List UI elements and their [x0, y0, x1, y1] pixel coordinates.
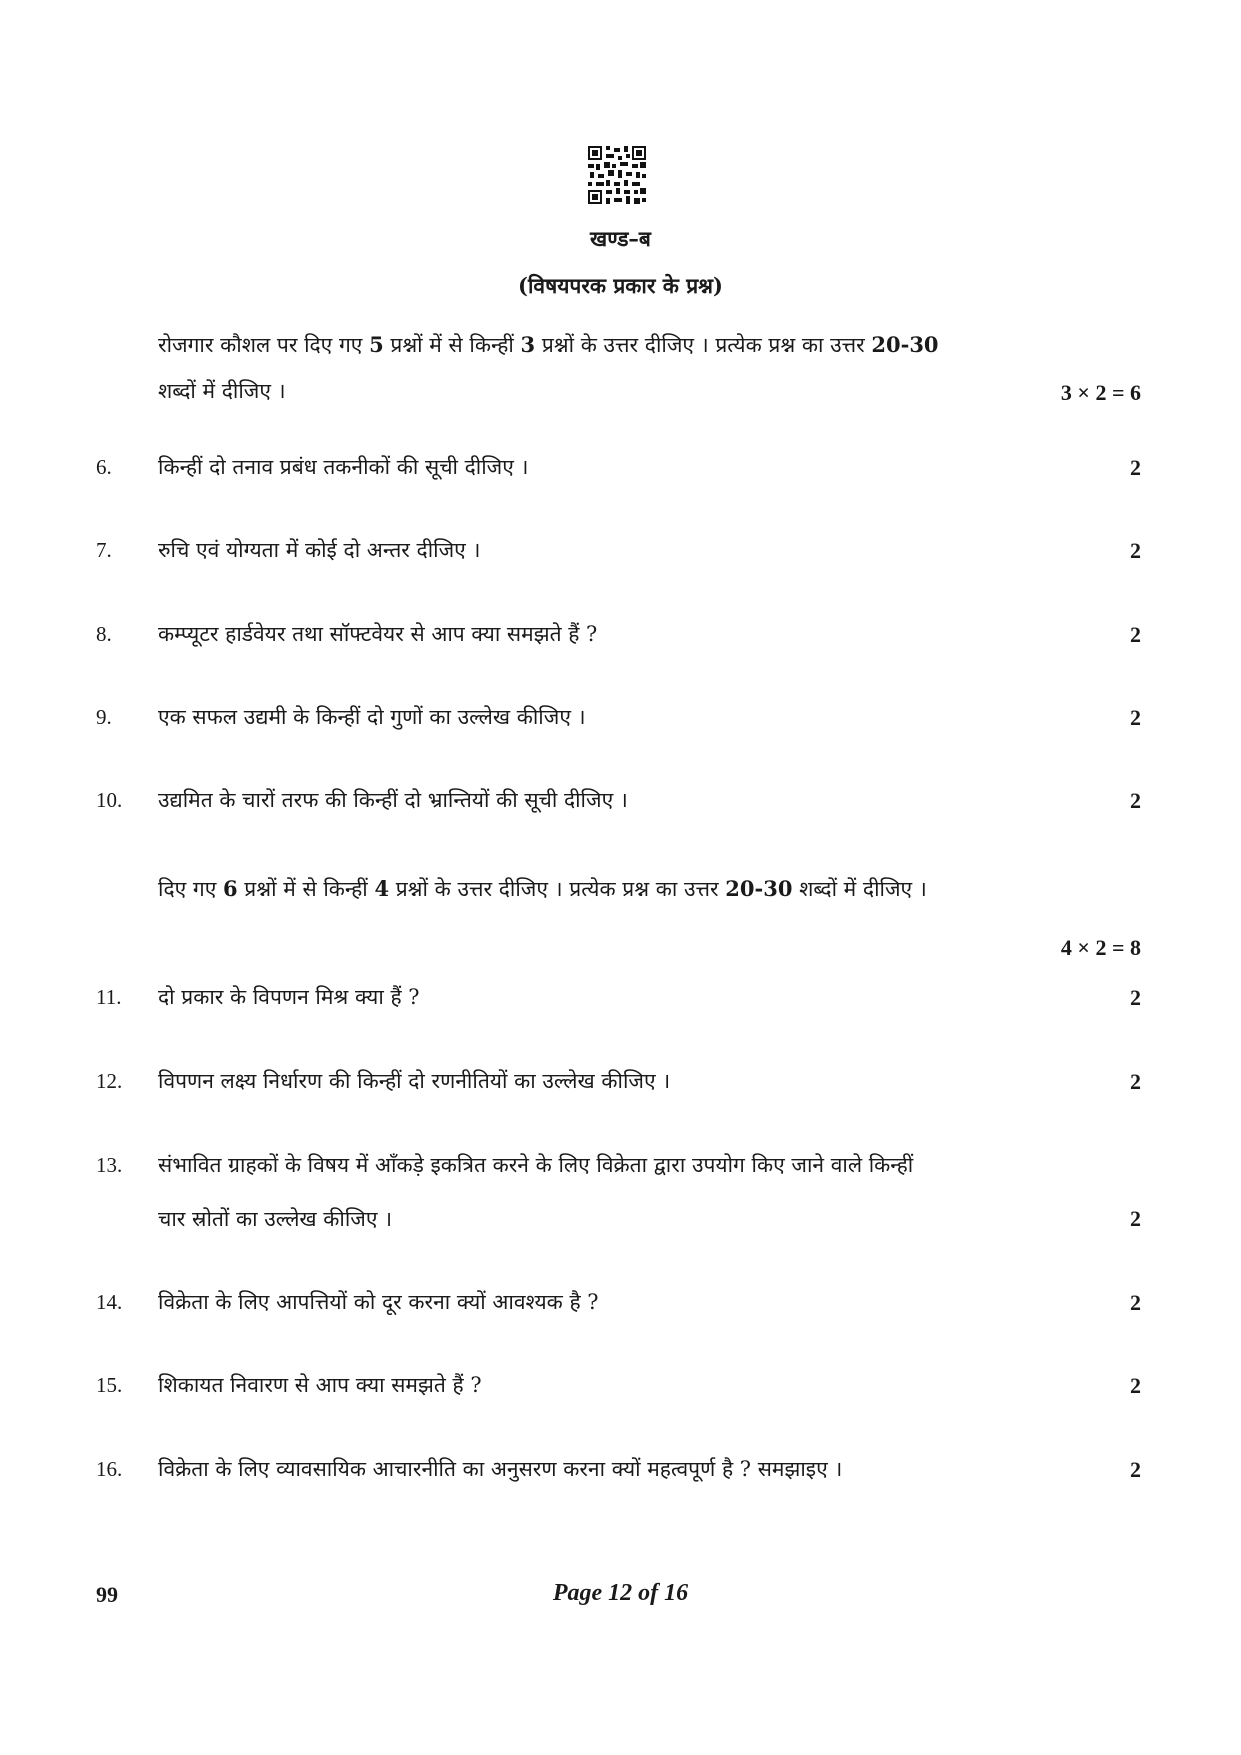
paper-code: 99 [96, 1582, 118, 1607]
question-marks: 2 [1130, 1069, 1141, 1094]
question-text [158, 1138, 1098, 1246]
question-text: रुचि एवं योग्यता में कोई दो अन्तर दीजिए । [158, 538, 481, 562]
question-number: 11. [96, 985, 122, 1009]
instruction-2: दिए गए 6 प्रश्नों में से किन्हीं 4 प्रश्नों के उत्तर दीजिए । प्रत्येक प्रश्न का उत्तर 20-30 शब्दों में दीजिए । [158, 876, 927, 901]
page-number: Page 12 of 16 [552, 1580, 689, 1606]
instruction-1-marks: 3 × 2 = 6 [1060, 380, 1141, 405]
question-text: किन्हीं दो तनाव प्रबंध तकनीकों की सूची दीजिए । [158, 455, 529, 479]
question-number: 13. [96, 1153, 123, 1177]
question-marks: 2 [1130, 1206, 1141, 1231]
question-marks: 2 [1130, 788, 1141, 813]
instruction-2-marks: 4 × 2 = 8 [1060, 935, 1141, 960]
section-subtitle: (विषयपरक प्रकार के प्रश्न) [518, 273, 723, 298]
question-number: 7. [96, 538, 112, 562]
instruction-1 [158, 322, 1138, 414]
question-number: 8. [96, 622, 112, 646]
section-title: खण्ड–ब [590, 226, 651, 251]
qr-code-icon [588, 146, 646, 204]
question-number: 16. [96, 1457, 123, 1481]
question-number: 14. [96, 1290, 123, 1314]
question-text: एक सफल उद्यमी के किन्हीं दो गुणों का उल्लेख कीजिए । [158, 705, 586, 729]
question-text: शिकायत निवारण से आप क्या समझते हैं ? [158, 1373, 482, 1397]
question-number: 10. [96, 788, 123, 812]
question-number: 6. [96, 455, 112, 479]
question-number: 12. [96, 1069, 123, 1093]
question-marks: 2 [1130, 622, 1141, 647]
instruction-1-line-1: रोजगार कौशल पर दिए गए 5 प्रश्नों में से किन्हीं 3 प्रश्नों के उत्तर दीजिए । प्रत्येक प्रश्न का उत्तर 20-30 [158, 332, 939, 357]
question-marks: 2 [1130, 1373, 1141, 1398]
question-marks: 2 [1130, 1457, 1141, 1482]
question-text: विक्रेता के लिए आपत्तियों को दूर करना क्यों आवश्यक है ? [158, 1290, 599, 1314]
question-number: 15. [96, 1373, 123, 1397]
question-text: उद्यमित के चारों तरफ की किन्हीं दो भ्रान्तियों की सूची दीजिए । [158, 788, 628, 812]
question-text-line-2: चार स्रोतों का उल्लेख कीजिए । [158, 1207, 393, 1231]
question-text-line-1: संभावित ग्राहकों के विषय में आँकड़े इकत्रित करने के लिए विक्रेता द्वारा उपयोग किए जाने वाले किन्हीं [158, 1153, 914, 1177]
question-number: 9. [96, 705, 112, 729]
question-marks: 2 [1130, 455, 1141, 480]
question-text: विक्रेता के लिए व्यावसायिक आचारनीति का अनुसरण करना क्यों महत्वपूर्ण है ? समझाइए । [158, 1457, 843, 1481]
question-marks: 2 [1130, 538, 1141, 563]
question-text: दो प्रकार के विपणन मिश्र क्या हैं ? [158, 985, 420, 1009]
question-text: विपणन लक्ष्य निर्धारण की किन्हीं दो रणनीतियों का उल्लेख कीजिए । [158, 1069, 671, 1093]
question-marks: 2 [1130, 985, 1141, 1010]
question-marks: 2 [1130, 705, 1141, 730]
question-marks: 2 [1130, 1290, 1141, 1315]
instruction-1-line-2: शब्दों में दीजिए । [158, 379, 286, 403]
question-text: कम्प्यूटर हार्डवेयर तथा सॉफ्टवेयर से आप क्या समझते हैं ? [158, 622, 598, 646]
